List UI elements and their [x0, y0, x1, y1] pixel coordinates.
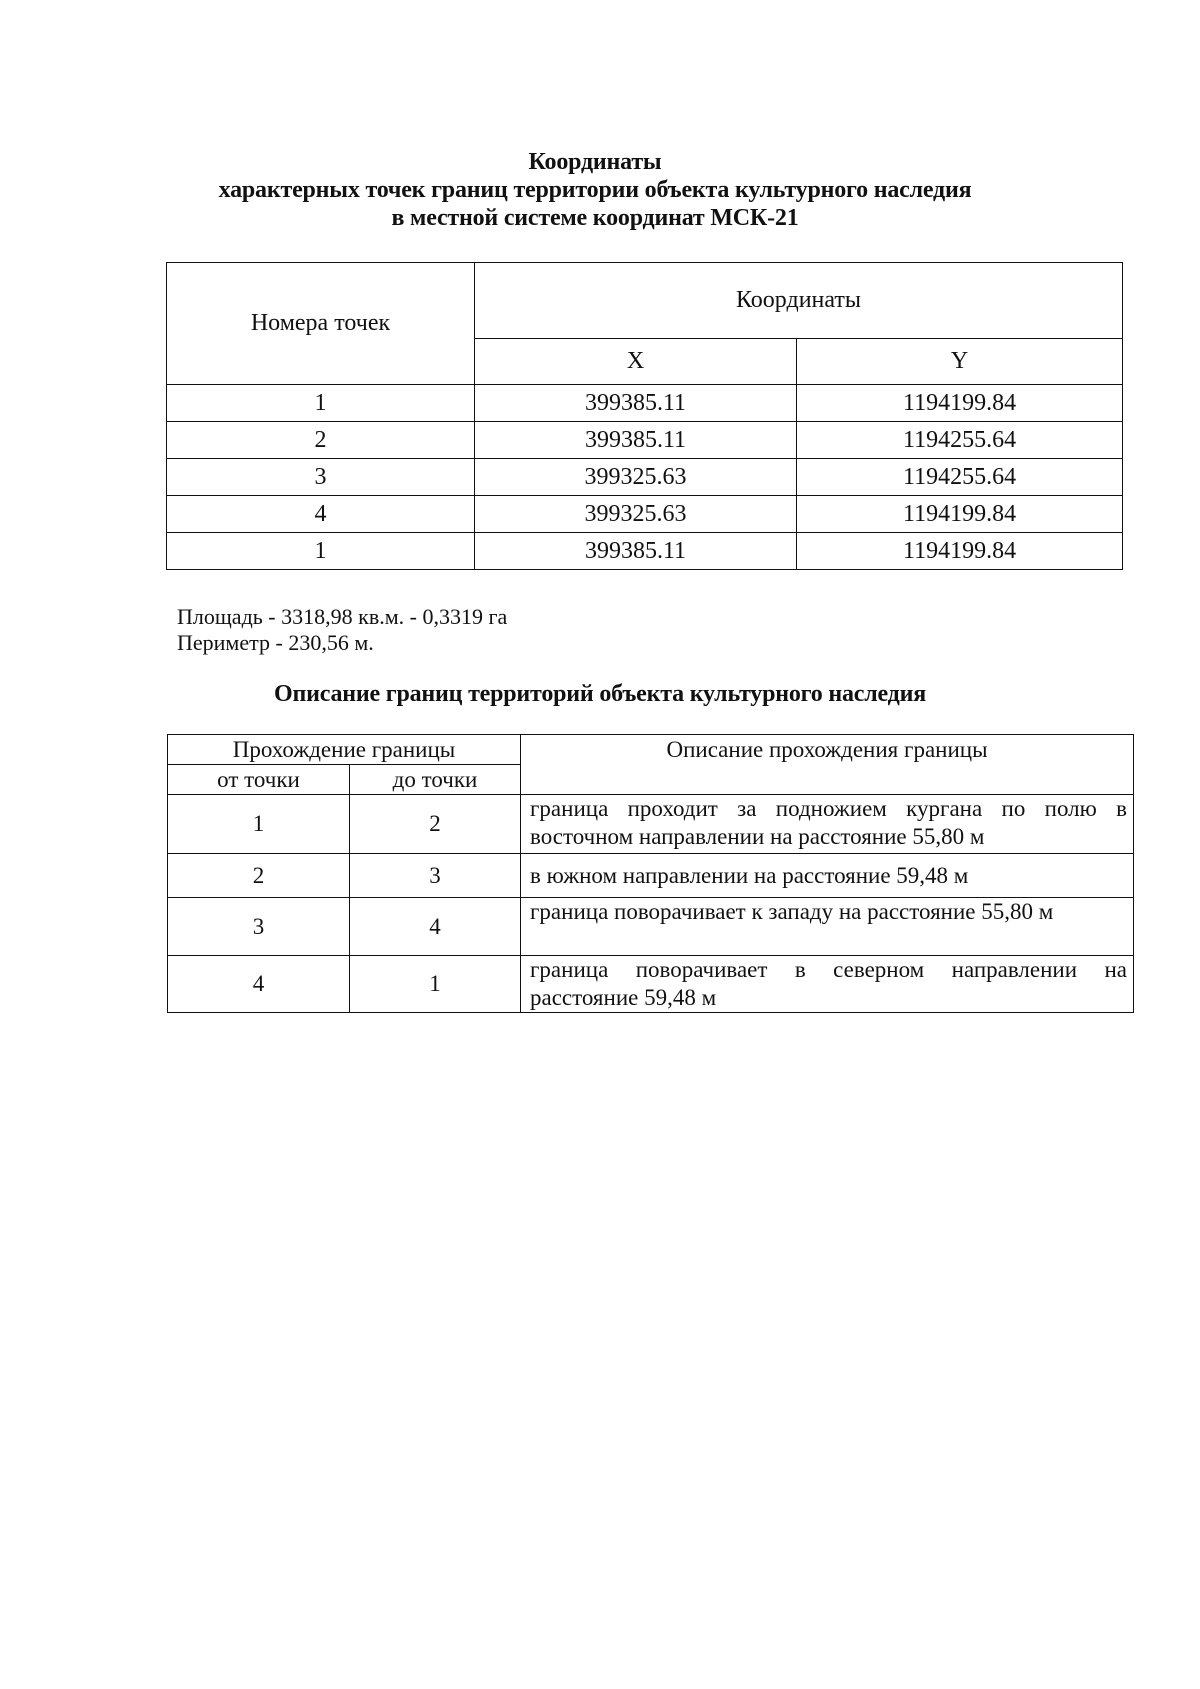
- cell-y: 1194199.84: [797, 533, 1123, 570]
- cell-x: 399385.11: [475, 422, 797, 459]
- title-line-2: характерных точек границ территории объекта культурного наследия: [218, 177, 972, 203]
- cell-point: 2: [167, 422, 475, 459]
- table-row: [167, 422, 1123, 459]
- header-boundary-passage: Прохождение границы: [168, 735, 521, 765]
- cell-y: 1194255.64: [797, 459, 1123, 496]
- table-row: [168, 956, 1134, 1013]
- cell-description: граница проходит за подножием кургана по полю в восточном направлении на расстояние 55,80 м: [521, 795, 1134, 854]
- cell-from: 3: [168, 898, 350, 956]
- boundary-description-table: [167, 734, 1134, 1013]
- cell-to: 1: [350, 956, 521, 1013]
- cell-x: 399325.63: [475, 496, 797, 533]
- area-text: Площадь - 3318,98 кв.м. - 0,3319 га: [177, 604, 508, 629]
- header-coordinates: Координаты: [475, 263, 1123, 339]
- description-title: Описание границ территорий объекта культурного наследия: [273, 681, 927, 707]
- cell-to: 3: [350, 854, 521, 898]
- cell-from: 1: [168, 795, 350, 854]
- table-row: [167, 385, 1123, 422]
- table-row: [167, 533, 1123, 570]
- title-line-1: Координаты: [528, 149, 662, 175]
- area-summary: [177, 604, 507, 656]
- table-row: [167, 459, 1123, 496]
- cell-description: граница поворачивает к западу на расстояние 55,80 м: [521, 898, 1134, 956]
- cell-description: в южном направлении на расстояние 59,48 м: [521, 854, 1134, 898]
- cell-x: 399325.63: [475, 459, 797, 496]
- cell-description: граница поворачивает в северном направлении на расстояние 59,48 м: [521, 956, 1134, 1013]
- header-from-point: от точки: [168, 765, 350, 795]
- cell-to: 2: [350, 795, 521, 854]
- cell-point: 1: [167, 533, 475, 570]
- coordinates-table: [166, 262, 1123, 570]
- title-line-3: в местной системе координат МСК-21: [391, 205, 799, 231]
- table-row: [168, 795, 1134, 854]
- cell-from: 2: [168, 854, 350, 898]
- cell-x: 399385.11: [475, 533, 797, 570]
- cell-point: 4: [167, 496, 475, 533]
- cell-to: 4: [350, 898, 521, 956]
- table-row: [168, 854, 1134, 898]
- cell-y: 1194255.64: [797, 422, 1123, 459]
- cell-point: 1: [167, 385, 475, 422]
- cell-point: 3: [167, 459, 475, 496]
- cell-y: 1194199.84: [797, 496, 1123, 533]
- table-row: [168, 898, 1134, 956]
- document-title: [0, 148, 1190, 232]
- header-description: Описание прохождения границы: [521, 735, 1134, 795]
- header-to-point: до точки: [350, 765, 521, 795]
- table-row: [167, 496, 1123, 533]
- cell-y: 1194199.84: [797, 385, 1123, 422]
- cell-from: 4: [168, 956, 350, 1013]
- header-point-numbers: Номера точек: [167, 263, 475, 385]
- perimeter-text: Периметр - 230,56 м.: [177, 630, 374, 655]
- cell-x: 399385.11: [475, 385, 797, 422]
- header-x: X: [475, 339, 797, 385]
- header-y: Y: [797, 339, 1123, 385]
